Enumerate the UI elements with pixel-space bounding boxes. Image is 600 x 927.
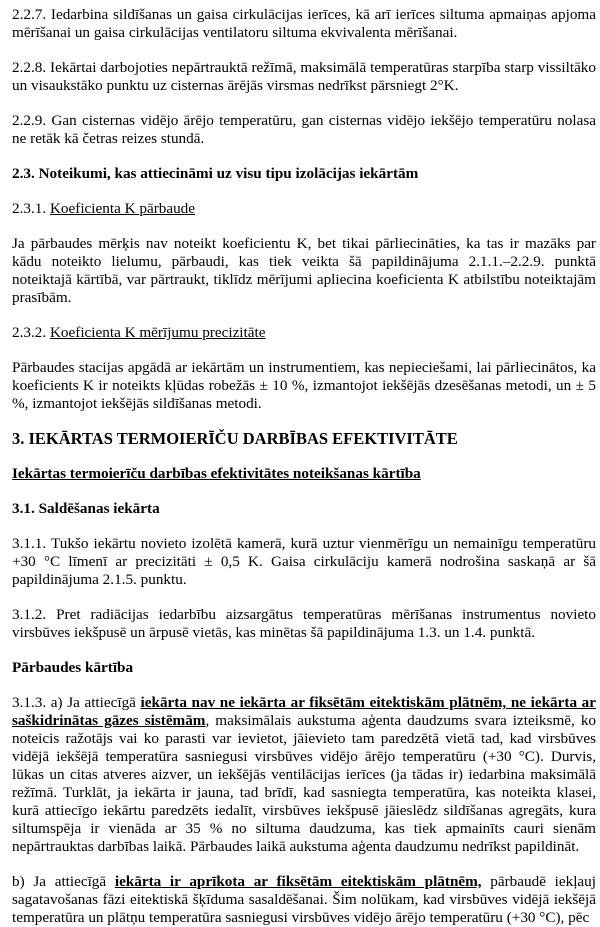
paragraph-3-1-3-b [12,873,596,927]
emphasis-text: iekārta nav ne iekārta ar fiksētām eitektiskām plātnēm, ne iekārta ar saškidrinātas gāzes sistēmām [12,694,596,729]
heading-3-1: 3.1. Saldēšanas iekārta [12,500,160,517]
text: , maksimālais aukstuma aģenta daudzums svara izteiksmē, ko noteicis ražotājs vai ko parasti var ievietot, jāievieto tam paredzētā vietā tad, kad virsbūves vidējā iekšējā temperatūra sasniegusi virsbūves vidējo ārējo temperatūru (+30 °C). Durvis, lūkas un citas atveres aizver, un iekšējās ventilācijas ierīces (ja tādas ir) iedarbina maksimālā režīmā. Turklāt, ja iekārta ir jauna, tad brīdī, kad sasniegta temperatūra, kas noteikta klasei, kurā attiecīgo iekārtu paredzēts iedalīt, virsbūves iekšpusē jāieslēdz sildīšanas agregāts, kura siltumspēja ir vienāda ar 35 % no siltuma daudzuma, kas tiek apmainīts cauri sienām nepārtrauktas darbības laikā. Pārbaudes laikā aukstuma aģenta daudzumu nedrīkst papildināt. [12,712,597,855]
paragraph-2-3-1: Ja pārbaudes mērķis nav noteikt koeficientu K, bet tikai pārliecināties, ka tas ir mazāks par kādu noteikto lielumu, pārbaudi, kas tiek veikta šā papildinājuma 2.1.1.–2.2.9. punktā noteiktajā kārtībā, var pārtraukt, tiklīdz mērījumi apliecina koeficienta K atbilstību noteiktajām prasībām. [12,235,596,306]
text: pārbaudē iekļauj sagatavošanas fāzi eitektiskā šķīduma sasaldēšanai. Šim nolūkam, kad virsbūves vidējā iekšējā temperatūra un plātņu temperatūra sasniegusi virsbūves vidējo ārējo temperatūru (+30 °C), pēc [12,873,596,926]
emphasis-text: iekārta ir aprīkota ar fiksētām eitektiskām plātnēm, [114,873,482,890]
heading-3: 3. IEKĀRTAS TERMOIERĪČU DARBĪBAS EFEKTIVITĀTE [12,429,458,448]
heading-2-3-1 [12,200,596,218]
heading-2-3-2 [12,324,596,342]
paragraph-3-1-3-a [12,694,596,856]
paragraph-2-2-7: 2.2.7. Iedarbina sildīšanas un gaisa cirkulācijas ierīces, kā arī ierīces siltuma apmaiņas apjoma mērīšanai un gaisa cirkulācijas ventilatoru siltuma ekvivalenta mērīšanai. [12,6,596,41]
text: b) Ja attiecīgā [12,873,115,890]
paragraph-2-2-9: 2.2.9. Gan cisternas vidējo ārējo temperatūru, gan cisternas vidējo iekšējo temperatūru nolasa ne retāk kā četras reizes stundā. [12,112,596,147]
heading-title: Koeficienta K pārbaude [49,200,196,217]
heading-2-3: 2.3. Noteikumi, kas attiecināmi uz visu tipu izolācijas iekārtām [12,165,419,182]
subheading-3: Iekārtas termoierīču darbības efektivitātes noteikšanas kārtība [12,465,421,482]
heading-number: 2.3.2. [12,324,50,341]
paragraph-2-3-2: Pārbaudes stacijas apgādā ar iekārtām un instrumentiem, kas nepieciešami, lai pārliecinātos, ka koeficients K ir noteikts kļūdas robežās ± 10 %, izmantojot iekšējās dzesēšanas metodi, un ± 5 %, izmantojot iekšējās sildīšanas metodi. [12,359,596,412]
paragraph-3-1-2: 3.1.2. Pret radiācijas iedarbību aizsargātus temperatūras mērīšanas instrumentus novieto virsbūves iekšpusē un ārpusē vietās, kas minētas šā papildinājuma 1.3. un 1.4. punktā. [12,606,596,641]
heading-title: Koeficienta K mērījumu precizitāte [49,324,266,341]
paragraph-2-2-8: 2.2.8. Iekārtai darbojoties nepārtrauktā režīmā, maksimālā temperatūras starpība starp vissiltāko un visaukstāko punktu uz cisternas ārējās virsmas nedrīkst pārsniegt 2°K. [12,59,596,94]
text: 3.1.3. a) Ja attiecīgā [12,694,141,711]
heading-parbaudes-kartiba: Pārbaudes kārtība [12,659,134,676]
heading-number: 2.3.1. [12,200,50,217]
paragraph-3-1-1: 3.1.1. Tukšo iekārtu novieto izolētā kamerā, kurā uztur vienmērīgu un nemainīgu temperatūru +30 °C līmenī ar precizitāti ± 0,5 K. Gaisa cirkulāciju kamerā nodrošina saskaņā ar šā papildinājuma 2.1.5. punktu. [12,535,596,588]
